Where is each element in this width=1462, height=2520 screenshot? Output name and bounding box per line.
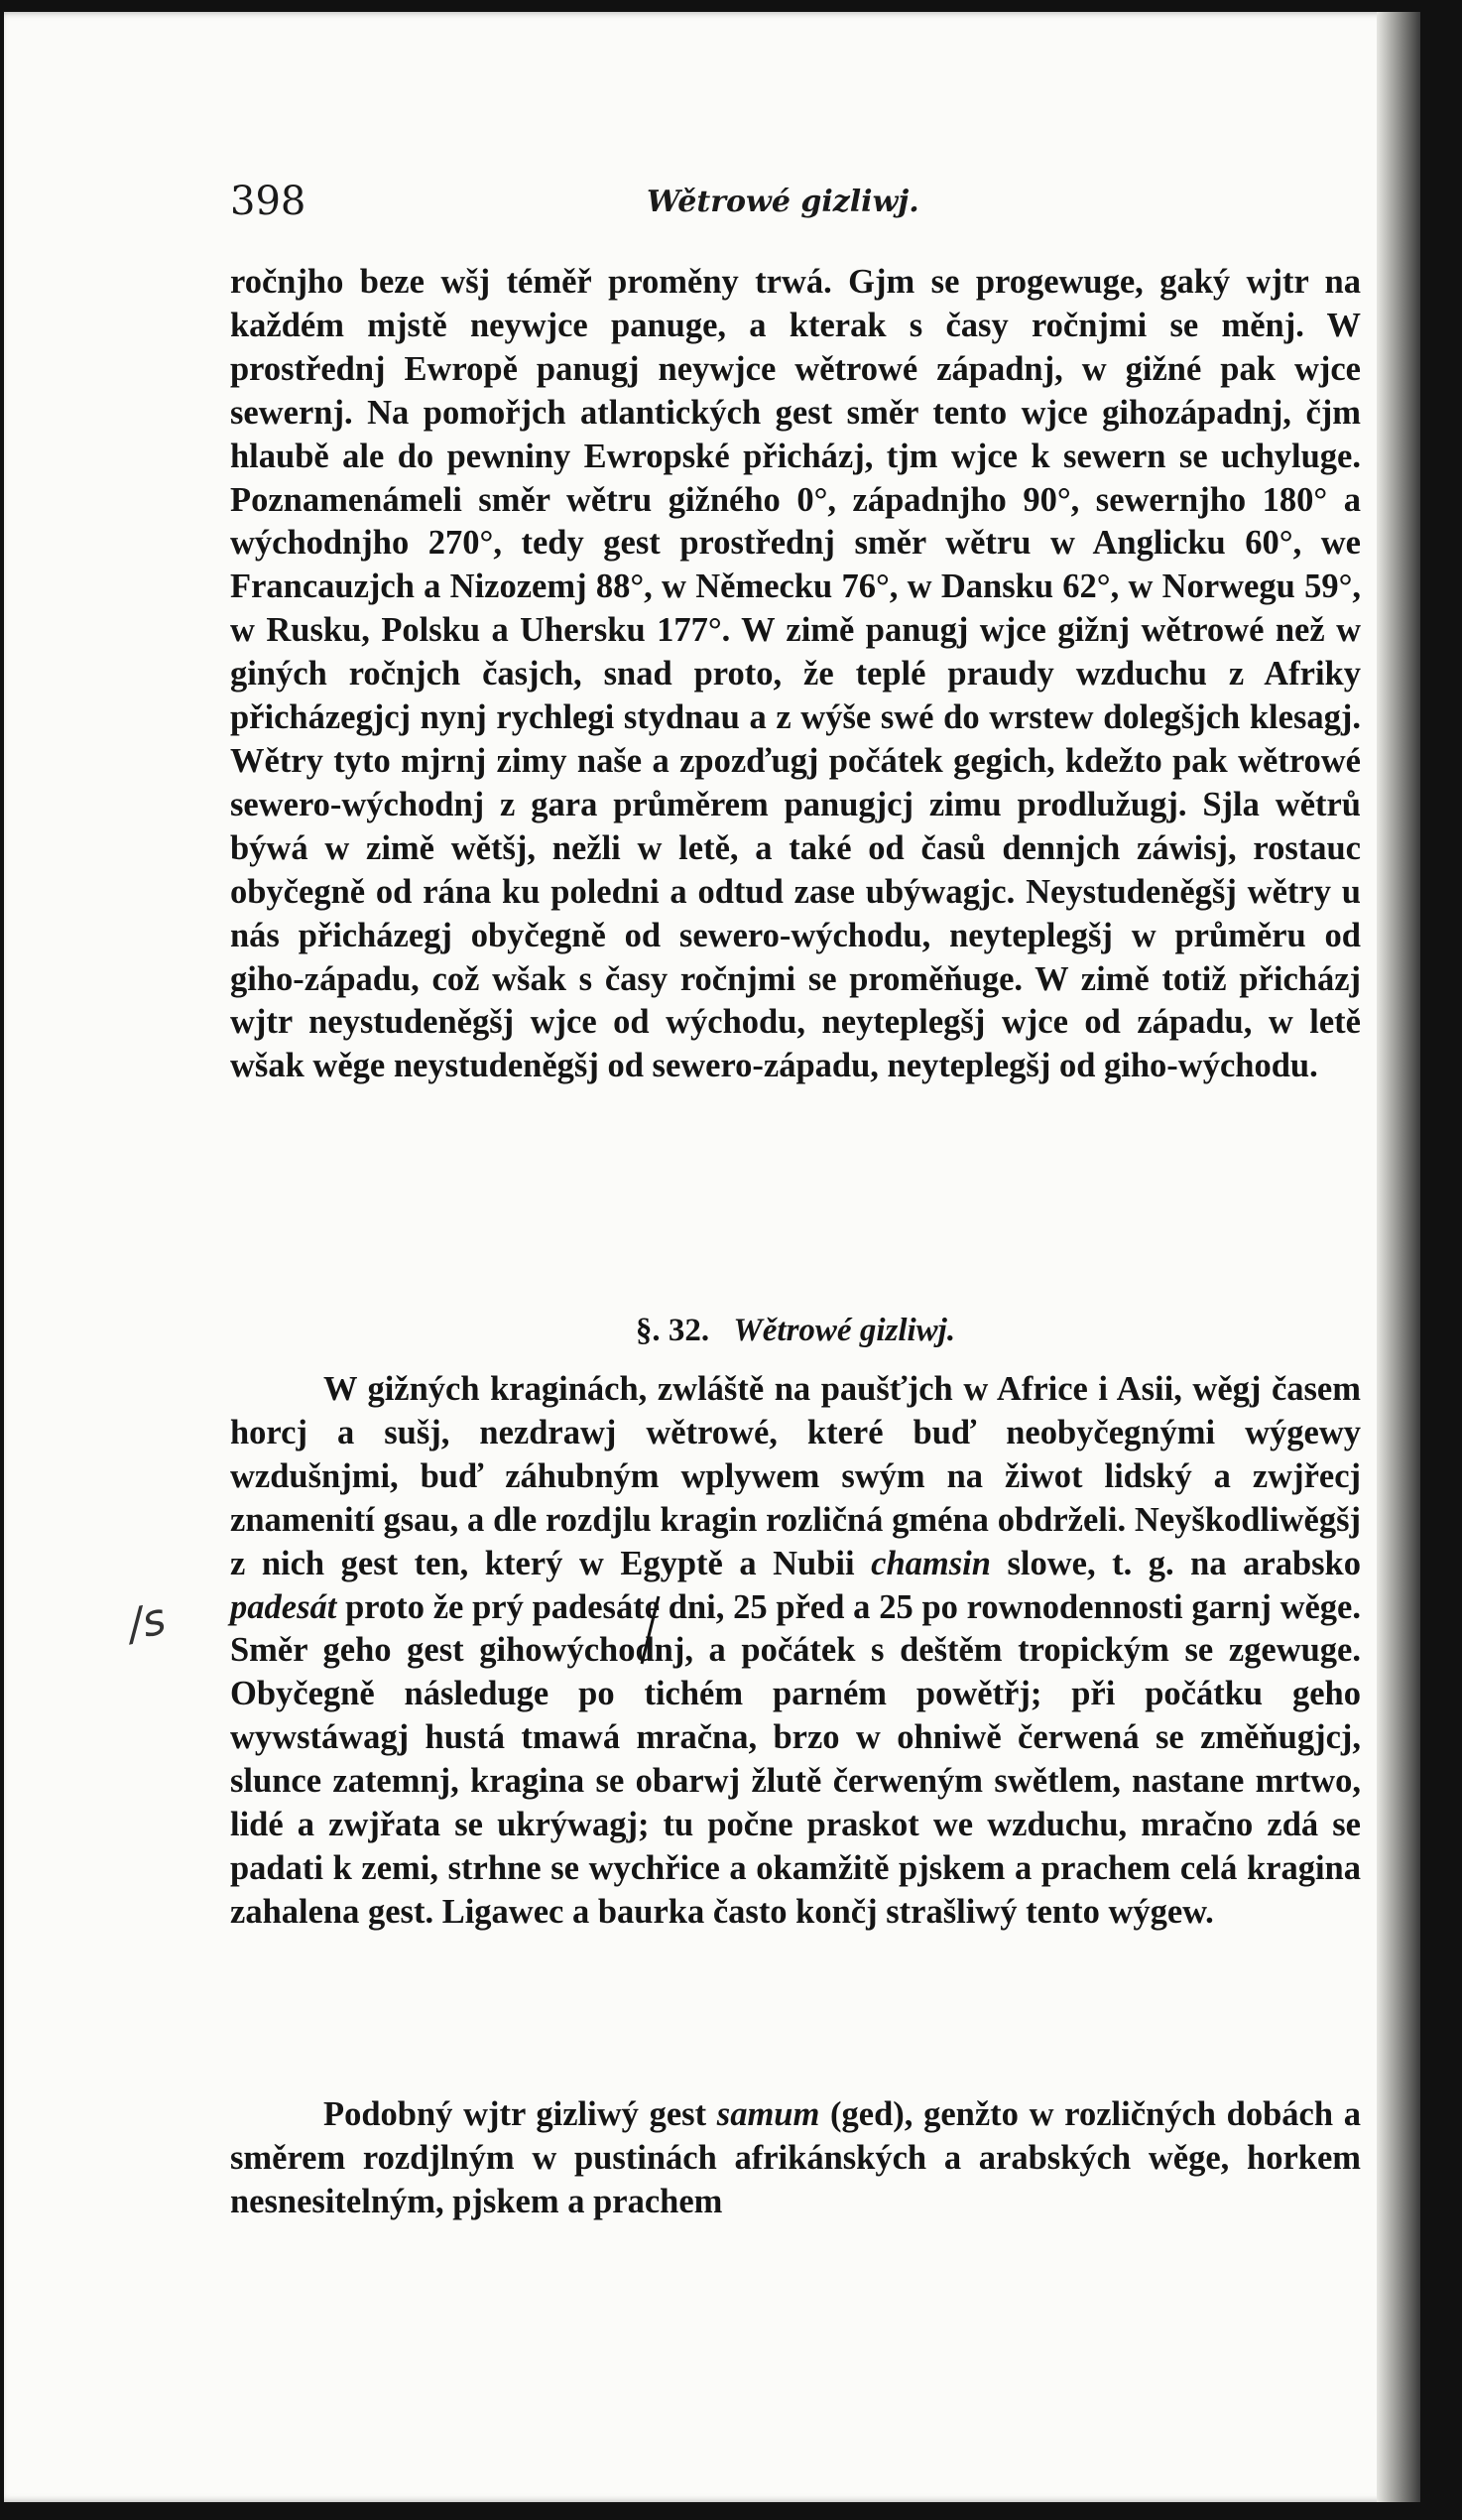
body-paragraph-3 bbox=[230, 2093, 1361, 2224]
page-number: 398 bbox=[230, 179, 306, 224]
section-heading bbox=[230, 1313, 1361, 1349]
book-page bbox=[4, 12, 1420, 2502]
paragraph-2-text-b: slowe, t. g. na arabsko bbox=[990, 1544, 1361, 1582]
paragraph-3-text-b: (ged), genžto w rozličných dobách a směrem rozdjlným w pustinách afrikánských a arabských wěge, horkem nesnesitelným, pjskem a prachem bbox=[230, 2095, 1361, 2220]
page-edge-shadow bbox=[1377, 12, 1420, 2502]
term-chamsin: chamsin bbox=[871, 1544, 991, 1582]
page-header bbox=[230, 179, 1162, 228]
body-paragraph-1: ročnjho beze wšj téměř proměny trwá. Gjm se progewuge, gaký wjtr na každém mjstě neywjce panuge, a kterak s časy ročnjmi se měnj. W prostřednj Ewropě panugj neywjce wětrowé západnj, w gižné pak wjce sewernj. Na pomořjch atlantických gest směr tento wjce gihozápadnj, čjm hlaubě ale do pewniny Ewropské přicházj, tjm wjce k sewern se uchyluge. Poznamenámeli směr wětru gižného 0°, západnjho 90°, sewernjho 180° a wýchodnjho 270°, tedy gest prostřednj směr wětru w Anglicku 60°, we Francauzjch a Nizozemj 88°, w Německu 76°, w Dansku 62°, w Norwegu 59°, w Rusku, Polsku a Uhersku 177°. W zimě panugj wjce gižnj wětrowé než w giných ročnjch časjch, snad proto, že teplé praudy wzduchu z Afriky přicházegjcj nynj rychlegi stydnau a z wýše swé do wrstew dolegšjch klesagj. Wětry tyto mjrnj zimy naše a zpozďugj počátek gegich, kdežto pak wětrowé sewero-wýchodnj z gara průměrem panugjcj zimu prodlužugj. Sjla wětrů býwá w zimě wětšj, nežli w letě, a také od časů dennjch záwisj, rostauc obyčegně od rána ku poledni a odtud zase ubýwagjc. Neystudeněgšj wětry u nás přicházegj obyčegně od sewero-wýchodu, neyteplegšj w průměru od giho-západu, což wšak s časy ročnjmi se proměňuge. W zimě totiž přicházj wjtr neystudeněgšj wjce od wýchodu, neyteplegšj wjce od západu, w letě wšak wěge neystudeněgšj od sewero-západu, neyteplegšj od giho-wýchodu. bbox=[230, 263, 1361, 1085]
section-title: Wětrowé gizliwj. bbox=[733, 1313, 956, 1348]
term-samum: samum bbox=[716, 2095, 820, 2133]
paragraph-2-text-a: W gižných kraginách, zwláště na paušťjch w Africe i Asii, wěgj časem horcj a sušj, nezdrawj wětrowé, které buď neobyčegnými wýgewy wzdušnjmi, buď záhubným wplywem swým na žiwot lidský a zwjřecj znamenití gsau, a dle rozdjlu kragin rozličná gména obdrželi. Neyškodliwěgšj z nich gest ten, který w Egyptě a Nubii bbox=[230, 1370, 1361, 1582]
body-paragraph-2 bbox=[230, 1368, 1361, 1935]
paragraph-2-text-c: proto že prý padesáte dni, 25 před a 25 po rownodennosti garnj wěge. Směr geho gest gihowýchodnj, a počátek s deštěm tropickým se zgewuge. Obyčegně následuge po tichém parném powětřj; při počátku geho wywstáwagj hustá tmawá mračna, brzo w ohniwě čerwená se změňugjcj, slunce zatemnj, kragina se obarwj žlutě čerweným swětlem, nastane mrtwo, lidé a zwjřata se ukrýwagj; tu počne praskot we wzduchu, mračno zdá se padati k zemi, strhne se wychřice a okamžitě pjskem a prachem celá kragina zahalena gest. Ligawec a baurka často končj strašliwý tento wýgew. bbox=[230, 1587, 1361, 1931]
paragraph-3-text-a: Podobný wjtr gizliwý gest bbox=[323, 2095, 717, 2133]
handwritten-margin-note: /s bbox=[123, 1593, 171, 1651]
section-number: §. 32. bbox=[635, 1313, 710, 1348]
running-title: Wětrowé gizliwj. bbox=[647, 185, 919, 219]
term-padesat: padesát bbox=[230, 1587, 337, 1626]
